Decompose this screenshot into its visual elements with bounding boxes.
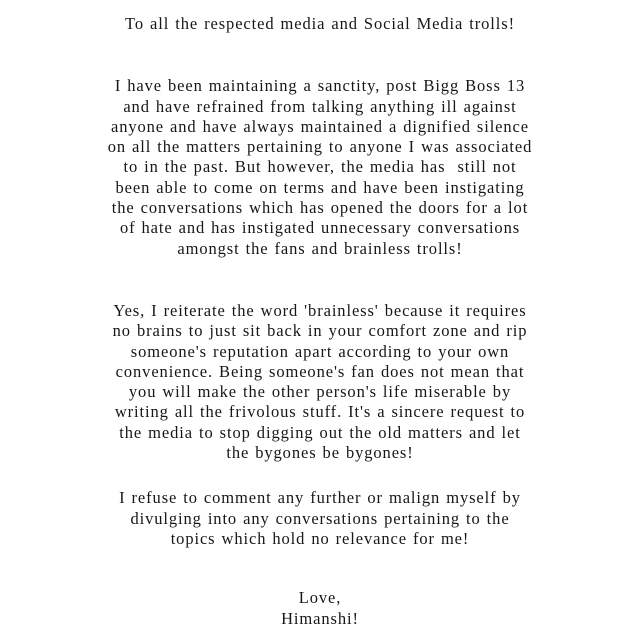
statement-paragraph-1: [60, 76, 580, 259]
statement-line: and have refrained from talking anything ill against: [123, 96, 517, 116]
statement-line: I have been maintaining a sanctity, post Bigg Boss 13: [114, 76, 526, 96]
statement-line: of hate and has instigated unnecessary conversations: [119, 218, 521, 238]
statement-line: you will make the other person's life miserable by: [128, 382, 512, 402]
statement-salutation: To all the respected media and Social Media trolls!: [125, 14, 515, 33]
statement-line: the bygones be bygones!: [226, 443, 414, 463]
statement-paragraph-3: [60, 488, 580, 549]
statement-line: writing all the frivolous stuff. It's a sincere request to: [114, 402, 526, 422]
statement-line: the conversations which has opened the doors for a lot: [111, 198, 529, 218]
statement-line: someone's reputation apart according to your own: [130, 341, 510, 361]
statement-line: to in the past. But however, the media has still not: [123, 157, 517, 177]
statement-line: the media to stop digging out the old matters and let: [119, 422, 521, 442]
statement-line: I refuse to comment any further or malign myself by: [119, 488, 521, 508]
statement-line: convenience. Being someone's fan does not mean that: [115, 361, 525, 381]
statement-line: Yes, I reiterate the word 'brainless' because it requires: [113, 300, 527, 320]
statement-line: anyone and have always maintained a dignified silence: [110, 116, 530, 136]
signoff-closing: Love,: [298, 588, 342, 608]
statement-line: no brains to just sit back in your comfort zone and rip: [112, 321, 528, 341]
statement-line: topics which hold no relevance for me!: [170, 528, 470, 548]
statement-line: amongst the fans and brainless trolls!: [177, 238, 463, 258]
statement-line: divulging into any conversations pertaining to the: [130, 508, 510, 528]
statement-line: been able to come on terms and have been instigating: [115, 177, 525, 197]
statement-signoff: [60, 588, 580, 629]
signoff-name: Himanshi!: [281, 608, 359, 628]
statement-paragraph-2: [60, 301, 580, 463]
statement-line: on all the matters pertaining to anyone I was associated: [107, 137, 533, 157]
